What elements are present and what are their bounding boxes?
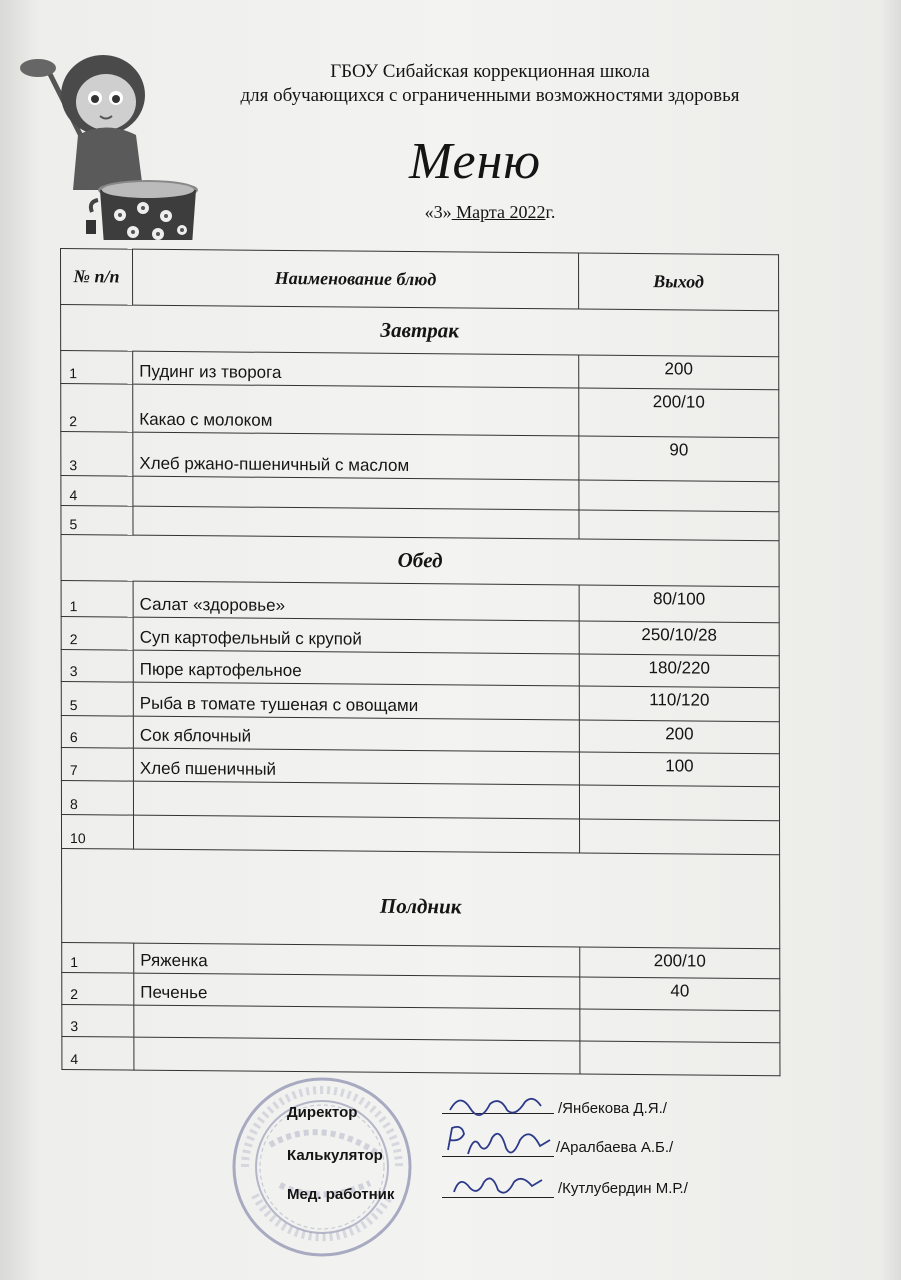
- col-header-output: Выход: [579, 253, 779, 311]
- row-output: [580, 1009, 780, 1043]
- row-num: 1: [61, 351, 133, 385]
- row-num: 2: [61, 383, 133, 432]
- row-dish: [133, 506, 579, 539]
- row-num: 10: [61, 814, 133, 849]
- row-output: 250/10/28: [579, 621, 779, 656]
- row-dish: Рыба в томате тушеная с овощами: [133, 682, 579, 720]
- col-header-num: № п/п: [61, 249, 133, 306]
- section-title-snack: Полдник: [62, 848, 780, 948]
- row-dish: [134, 1037, 580, 1074]
- row-output: 110/120: [579, 686, 779, 722]
- row-num: 1: [62, 942, 134, 973]
- row-num: 5: [61, 505, 133, 535]
- row-num: 1: [61, 580, 133, 617]
- school-name-line2: для обучающихся с ограниченными возможностями здоровья: [240, 85, 740, 106]
- row-dish: Печенье: [134, 973, 580, 1009]
- row-dish: Пюре картофельное: [133, 650, 579, 686]
- calculator-role: Калькулятор: [287, 1147, 383, 1164]
- menu-date: [380, 202, 600, 223]
- row-num: 3: [61, 431, 133, 476]
- row-output: [579, 480, 779, 512]
- section-title-breakfast: Завтрак: [61, 305, 779, 357]
- row-dish: [133, 781, 579, 819]
- calculator-signature: [440, 1120, 555, 1165]
- date-month: Марта 20: [451, 202, 528, 222]
- medic-name: /Кутлубердин М.Р./: [558, 1180, 688, 1197]
- page-title: Меню: [408, 133, 542, 190]
- table-header-row: [61, 249, 779, 311]
- row-num: 3: [61, 649, 133, 682]
- director-name: /Янбекова Д.Я./: [558, 1100, 667, 1117]
- section-row: [61, 534, 779, 586]
- section-title-lunch: Обед: [61, 534, 779, 586]
- row-num: 6: [61, 715, 133, 748]
- row-dish: Хлеб пшеничный: [133, 748, 579, 785]
- section-row: [62, 848, 780, 948]
- row-num: 2: [62, 972, 134, 1005]
- row-output: [580, 819, 780, 855]
- school-name-line1: ГБОУ Сибайская коррекционная школа: [330, 61, 650, 82]
- row-output: 180/220: [579, 654, 779, 688]
- section-row: [61, 305, 779, 357]
- director-signature: [445, 1090, 545, 1120]
- row-output: [579, 785, 779, 821]
- row-dish: Сок яблочный: [133, 716, 579, 752]
- row-num: 7: [61, 747, 133, 781]
- row-output: 40: [580, 977, 780, 1011]
- table-row: [62, 1036, 780, 1075]
- date-suffix: г.: [545, 202, 556, 222]
- row-output: 200/10: [580, 947, 780, 979]
- row-output: 200: [579, 355, 779, 390]
- row-output: 100: [579, 752, 779, 787]
- menu-table: [60, 248, 780, 1076]
- table-row: [61, 580, 779, 622]
- school-stamp: [230, 1075, 415, 1260]
- medic-role: Мед. работник: [287, 1186, 395, 1203]
- col-header-dish: Наименование блюд: [133, 249, 579, 309]
- row-output: [580, 1041, 780, 1076]
- director-role: Директор: [287, 1104, 358, 1121]
- row-num: 8: [61, 780, 133, 815]
- row-dish: Пудинг из творога: [133, 351, 579, 388]
- row-num: 4: [61, 475, 133, 506]
- table-row: [61, 431, 779, 481]
- row-num: 5: [61, 681, 133, 716]
- row-dish: Какао с молоком: [133, 384, 579, 436]
- row-num: 4: [62, 1036, 134, 1070]
- row-dish: Салат «здоровье»: [133, 581, 579, 621]
- row-dish: [134, 1005, 580, 1041]
- row-dish: Ряженка: [134, 943, 580, 977]
- row-output: 90: [579, 436, 779, 482]
- row-dish: [133, 476, 579, 510]
- table-row: [61, 383, 779, 437]
- medic-signature: [448, 1168, 548, 1200]
- row-output: 200: [579, 720, 779, 754]
- row-output: 80/100: [579, 585, 779, 623]
- date-day: «3»: [424, 202, 452, 222]
- row-dish: Хлеб ржано-пшеничный с маслом: [133, 432, 579, 480]
- row-dish: [133, 815, 579, 853]
- row-dish: Суп картофельный с крупой: [133, 617, 579, 654]
- row-output: [579, 510, 779, 541]
- calculator-name: /Аралбаева А.Б./: [556, 1139, 674, 1156]
- date-year-end: 22: [527, 202, 546, 222]
- row-num: 3: [62, 1004, 134, 1037]
- row-num: 2: [61, 616, 133, 650]
- row-output: 200/10: [579, 388, 779, 438]
